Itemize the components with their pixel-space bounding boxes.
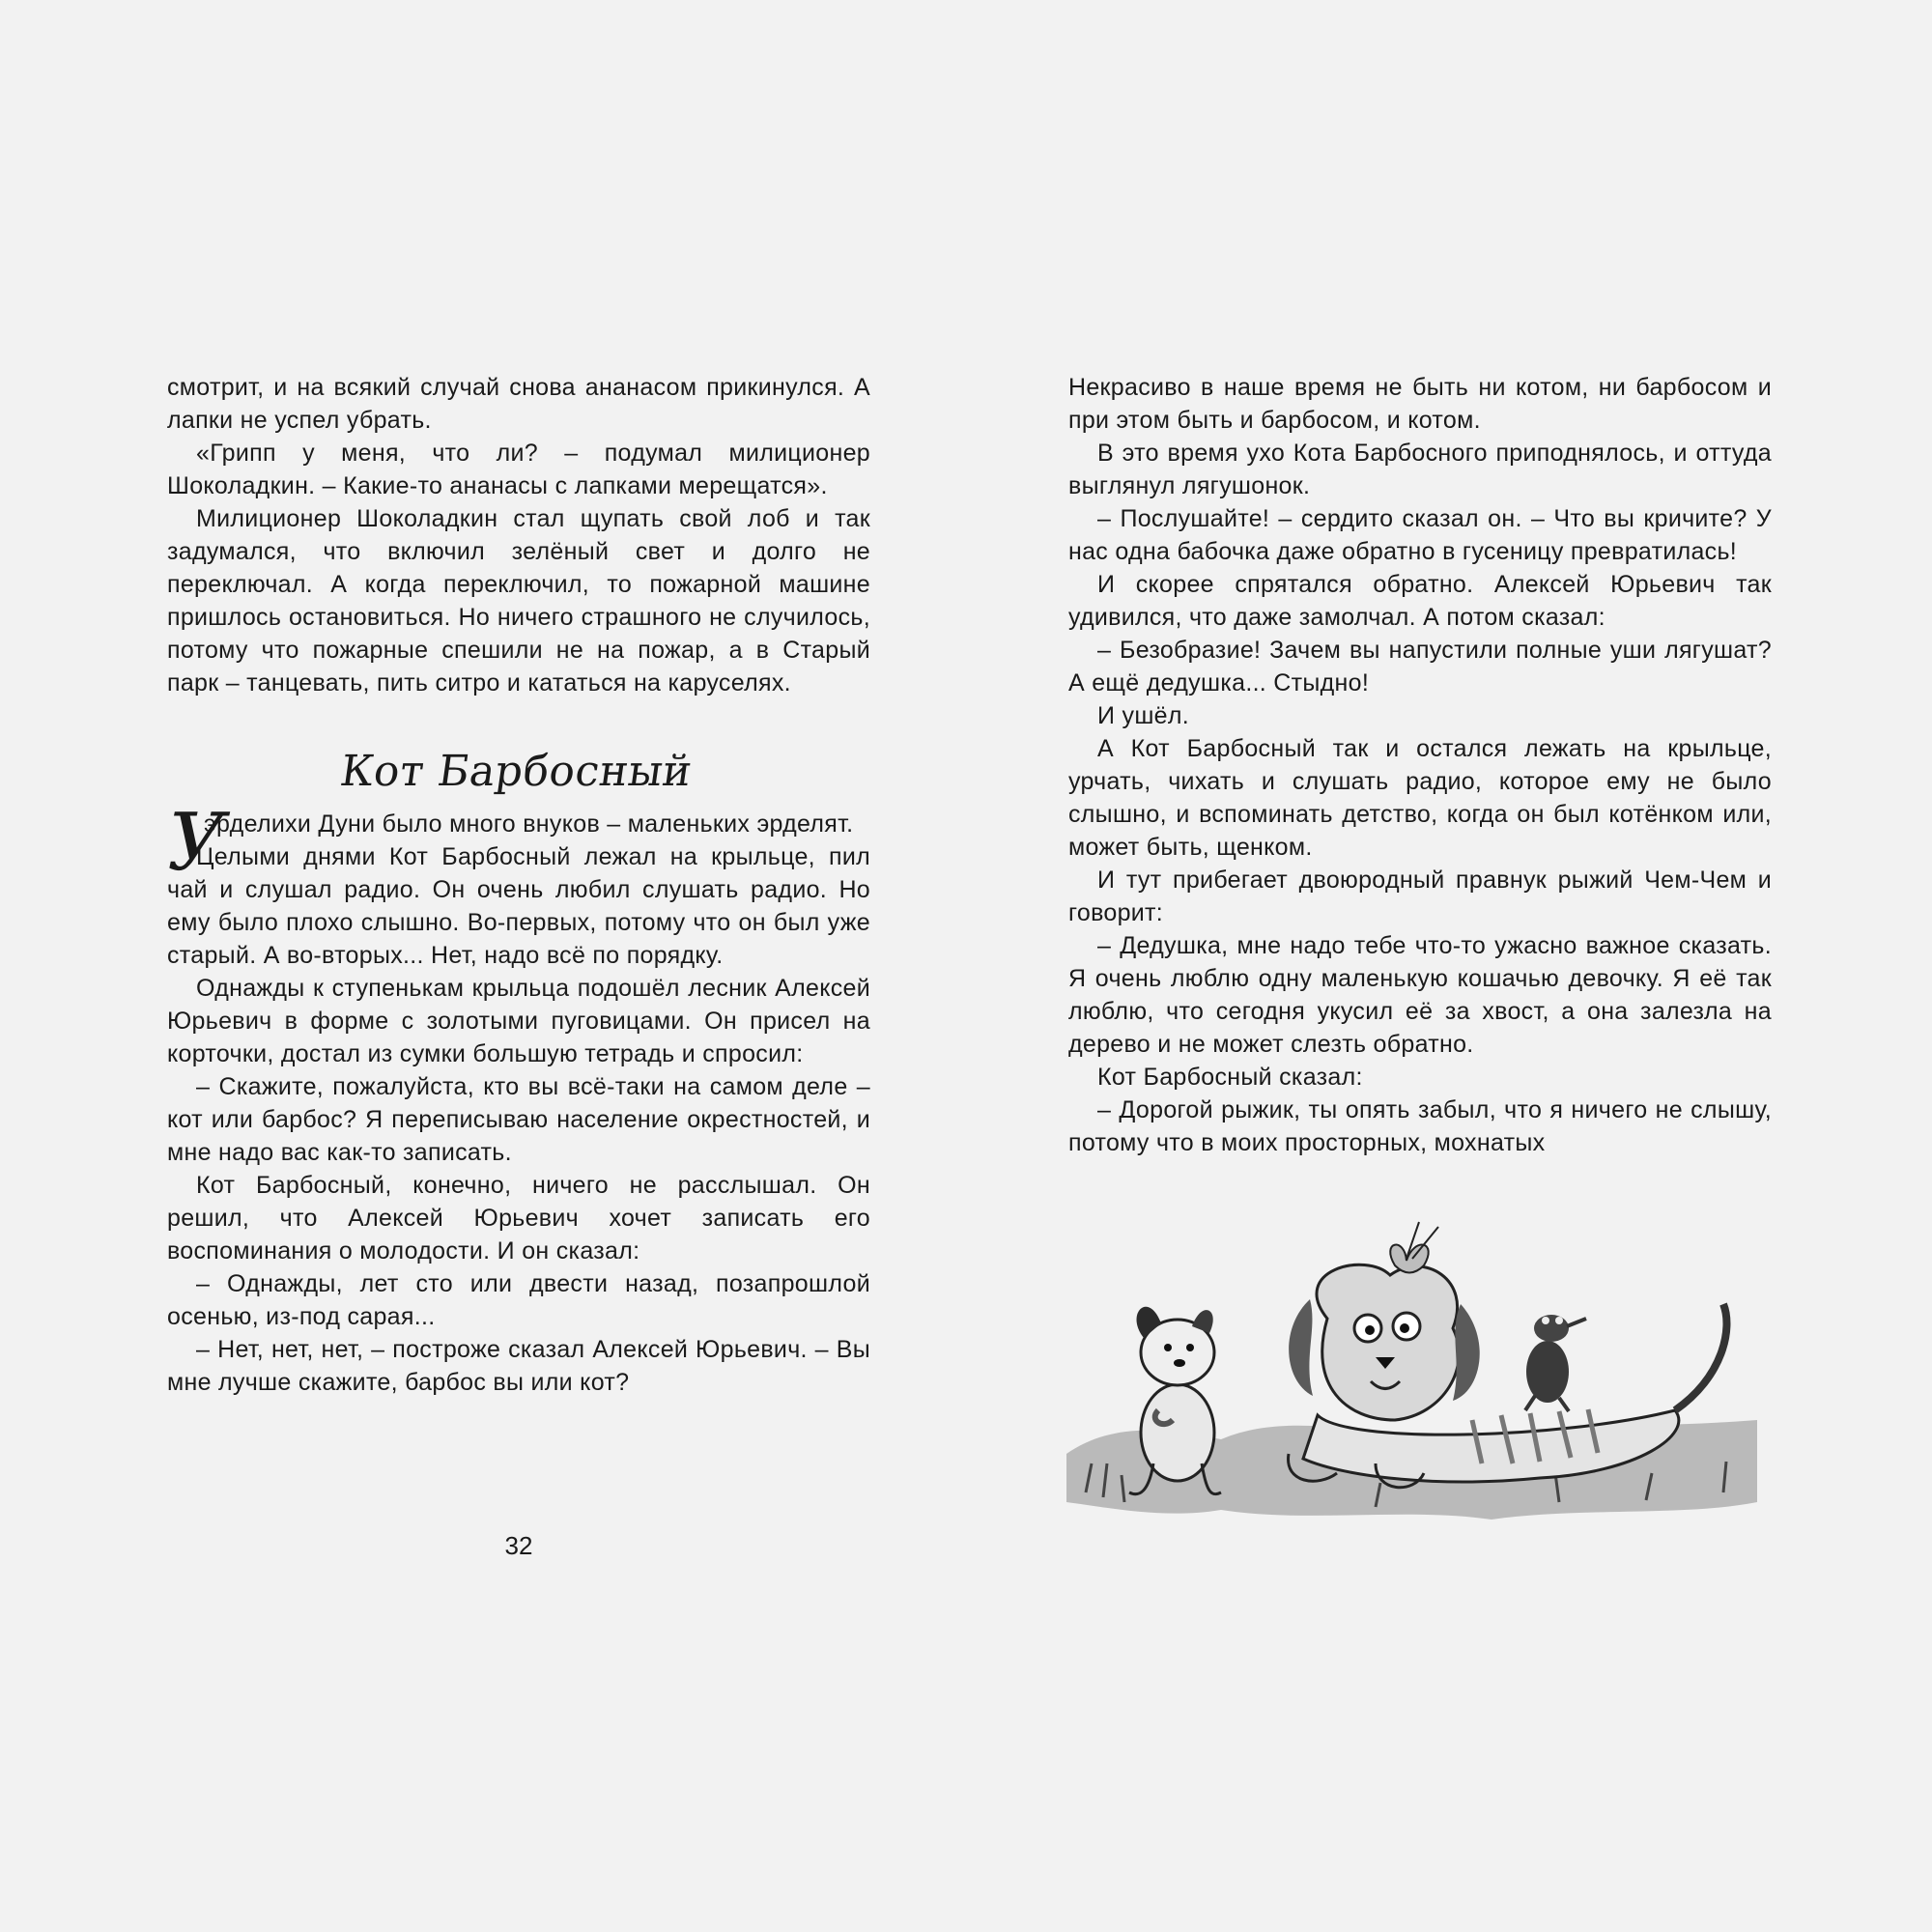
paragraph: В это время ухо Кота Барбосного приподнялось, и оттуда выглянул лягушонок. bbox=[1068, 440, 1772, 499]
paragraph: – Однажды, лет сто или двести назад, позапрошлой осенью, из-под сарая... bbox=[167, 1270, 870, 1330]
paragraph: – Послушайте! – сердито сказал он. – Что вы кричите? У нас одна бабочка даже обратно в гусеницу превратилась! bbox=[1068, 505, 1772, 565]
paragraph: – Скажите, пожалуйста, кто вы всё-таки на самом деле – кот или барбос? Я переписываю население окрестностей, и мне надо вас как-то записать. bbox=[167, 1073, 870, 1166]
paragraph: Целыми днями Кот Барбосный лежал на крыльце, пил чай и слушал радио. Он очень любил слушать радио. Но ему было плохо слышно. Во-первых, потому что он был уже старый. А во-вторых... Нет, надо всё по порядку. bbox=[167, 843, 870, 969]
paragraph: А Кот Барбосный так и остался лежать на крыльце, урчать, чихать и слушать радио, которое ему не было слышно, и вспоминать детство, когда он был котёнком или, может быть, щенком. bbox=[1068, 735, 1772, 861]
paragraph: Однажды к ступенькам крыльца подошёл лесник Алексей Юрьевич в форме с золотыми пуговицами. Он присел на корточки, достал из сумки большую тетрадь и спросил: bbox=[167, 975, 870, 1067]
paragraph: Некрасиво в наше время не быть ни котом, ни барбосом и при этом быть и барбосом, и котом. bbox=[1068, 374, 1772, 434]
paragraph: И ушёл. bbox=[1097, 702, 1190, 729]
paragraph: – Нет, нет, нет, – построже сказал Алексей Юрьевич. – Вы мне лучше скажите, барбос вы или кот? bbox=[167, 1336, 870, 1396]
animals-illustration bbox=[1057, 1212, 1767, 1536]
drop-cap: У bbox=[157, 797, 235, 889]
paragraph: Кот Барбосный сказал: bbox=[1097, 1064, 1363, 1091]
paragraph: – Безобразие! Зачем вы напустили полные уши лягушат? А ещё дедушка... Стыдно! bbox=[1068, 637, 1772, 696]
paragraph: «Грипп у меня, что ли? – подумал милиционер Шоколадкин. – Какие-то ананасы с лапками мерещатся». bbox=[167, 440, 870, 499]
paragraph: Милиционер Шоколадкин стал щупать свой лоб и так задумался, что включил зелёный свет и долго не переключал. А когда переключил, то пожарной машине пришлось остановиться. Но ничего страшного не случилось, потому что пожарные спешили не на пожар, а в Старый парк – танцевать, пить ситро и кататься на каруселях. bbox=[167, 505, 870, 696]
page-number: 32 bbox=[504, 1531, 533, 1560]
paragraph: И скорее спрятался обратно. Алексей Юрьевич так удивился, что даже замолчал. А потом сказал: bbox=[1068, 571, 1772, 631]
right-page bbox=[1068, 371, 1772, 1159]
butterfly-figure bbox=[1390, 1222, 1438, 1273]
chapter-first-paragraph-text: эрделихи Дуни было много внуков – маленьких эрделят. bbox=[204, 810, 854, 838]
chapter-title: Кот Барбосный bbox=[337, 747, 696, 796]
chapter-first-paragraph bbox=[157, 797, 870, 889]
paragraph: – Дедушка, мне надо тебе что-то ужасно важное сказать. Я очень люблю одну маленькую кошачью девочку. Я её так люблю, что сегодня укусил её за хвост, а она залезла на дерево и не может слезть обратно. bbox=[1068, 932, 1772, 1058]
paragraph: И тут прибегает двоюродный правнук рыжий Чем-Чем и говорит: bbox=[1068, 867, 1772, 926]
paragraph: смотрит, и на всякий случай снова ананасом прикинулся. А лапки не успел убрать. bbox=[167, 374, 870, 434]
frog-figure bbox=[1525, 1315, 1586, 1411]
left-page bbox=[157, 371, 870, 1399]
paragraph: – Дорогой рыжик, ты опять забыл, что я ничего не слышу, потому что в моих просторных, мохнатых bbox=[1068, 1096, 1772, 1156]
paragraph: Кот Барбосный, конечно, ничего не расслышал. Он решил, что Алексей Юрьевич хочет записать его воспоминания о молодости. И он сказал: bbox=[167, 1172, 870, 1264]
